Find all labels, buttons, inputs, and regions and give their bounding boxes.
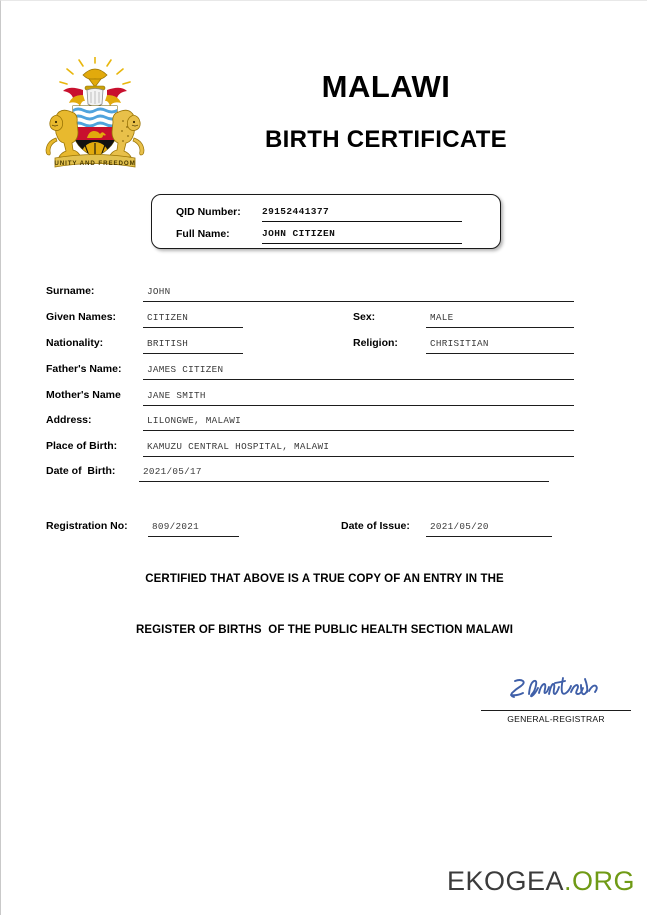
date-of-issue-label: Date of Issue: [341,520,410,532]
field-address [46,413,574,435]
field-sex [353,310,574,332]
signature-rule [481,710,631,711]
svg-text:UNITY AND FREEDOM: UNITY AND FREEDOM [54,160,136,167]
address-value: LILONGWE, MALAWI [143,413,574,431]
address-label: Address: [46,414,92,426]
religion-value: CHRISITIAN [426,336,574,354]
fathers-name-label: Father's Name: [46,363,122,375]
field-place-of-birth [46,439,574,461]
qid-summary-box [151,194,501,249]
religion-label: Religion: [353,337,398,349]
malawi-coat-of-arms-icon [39,57,151,175]
signature-caption: GENERAL-REGISTRAR [507,714,605,724]
surname-value: JOHN [143,284,574,302]
handwritten-signature-icon [481,673,631,705]
ekogea-watermark [447,866,635,897]
title-block [161,71,611,152]
signature-block [481,673,631,724]
document-title: BIRTH CERTIFICATE [265,126,507,153]
date-of-issue-value: 2021/05/20 [426,519,552,537]
full-name-value: JOHN CITIZEN [262,226,462,244]
registration-no-label: Registration No: [46,520,128,532]
mothers-name-label: Mother's Name [46,389,121,401]
date-of-birth-label: Date of Birth: [46,465,116,477]
qid-number-value: 29152441377 [262,204,462,222]
mothers-name-value: JANE SMITH [143,388,574,406]
given-names-label: Given Names: [46,311,117,323]
registration-no-value: 809/2021 [148,519,239,537]
ekogea-logo-primary: EKOGEA [446,866,564,896]
field-registration-no [46,519,239,541]
place-of-birth-label: Place of Birth: [46,440,118,452]
given-names-value: CITIZEN [143,310,243,328]
full-name-row [152,226,502,248]
field-date-of-birth [46,464,549,486]
ekogea-logo-suffix: .ORG [563,866,635,896]
place-of-birth-value: KAMUZU CENTRAL HOSPITAL, MALAWI [143,439,574,457]
field-surname [46,284,574,306]
nationality-label: Nationality: [46,337,104,349]
full-name-label: Full Name: [176,228,230,240]
field-nationality [46,336,243,358]
country-title: MALAWI [321,69,451,104]
surname-label: Surname: [46,285,95,297]
certificate-header [1,1,647,186]
field-religion [353,336,574,358]
nationality-value: BRITISH [143,336,243,354]
field-mothers-name [46,388,574,410]
qid-number-label: QID Number: [176,206,241,218]
fathers-name-value: JAMES CITIZEN [143,362,574,380]
certification-line-1: CERTIFIED THAT ABOVE IS A TRUE COPY OF AN ENTRY IN THE [145,573,504,585]
field-given-names [46,310,243,332]
sex-value: MALE [426,310,574,328]
field-date-of-issue [341,519,552,541]
sex-label: Sex: [353,311,376,323]
date-of-birth-value: 2021/05/17 [139,464,549,482]
field-fathers-name [46,362,574,384]
certification-line-2: REGISTER OF BIRTHS OF THE PUBLIC HEALTH SECTION MALAWI [135,624,514,636]
qid-number-row [152,204,502,226]
